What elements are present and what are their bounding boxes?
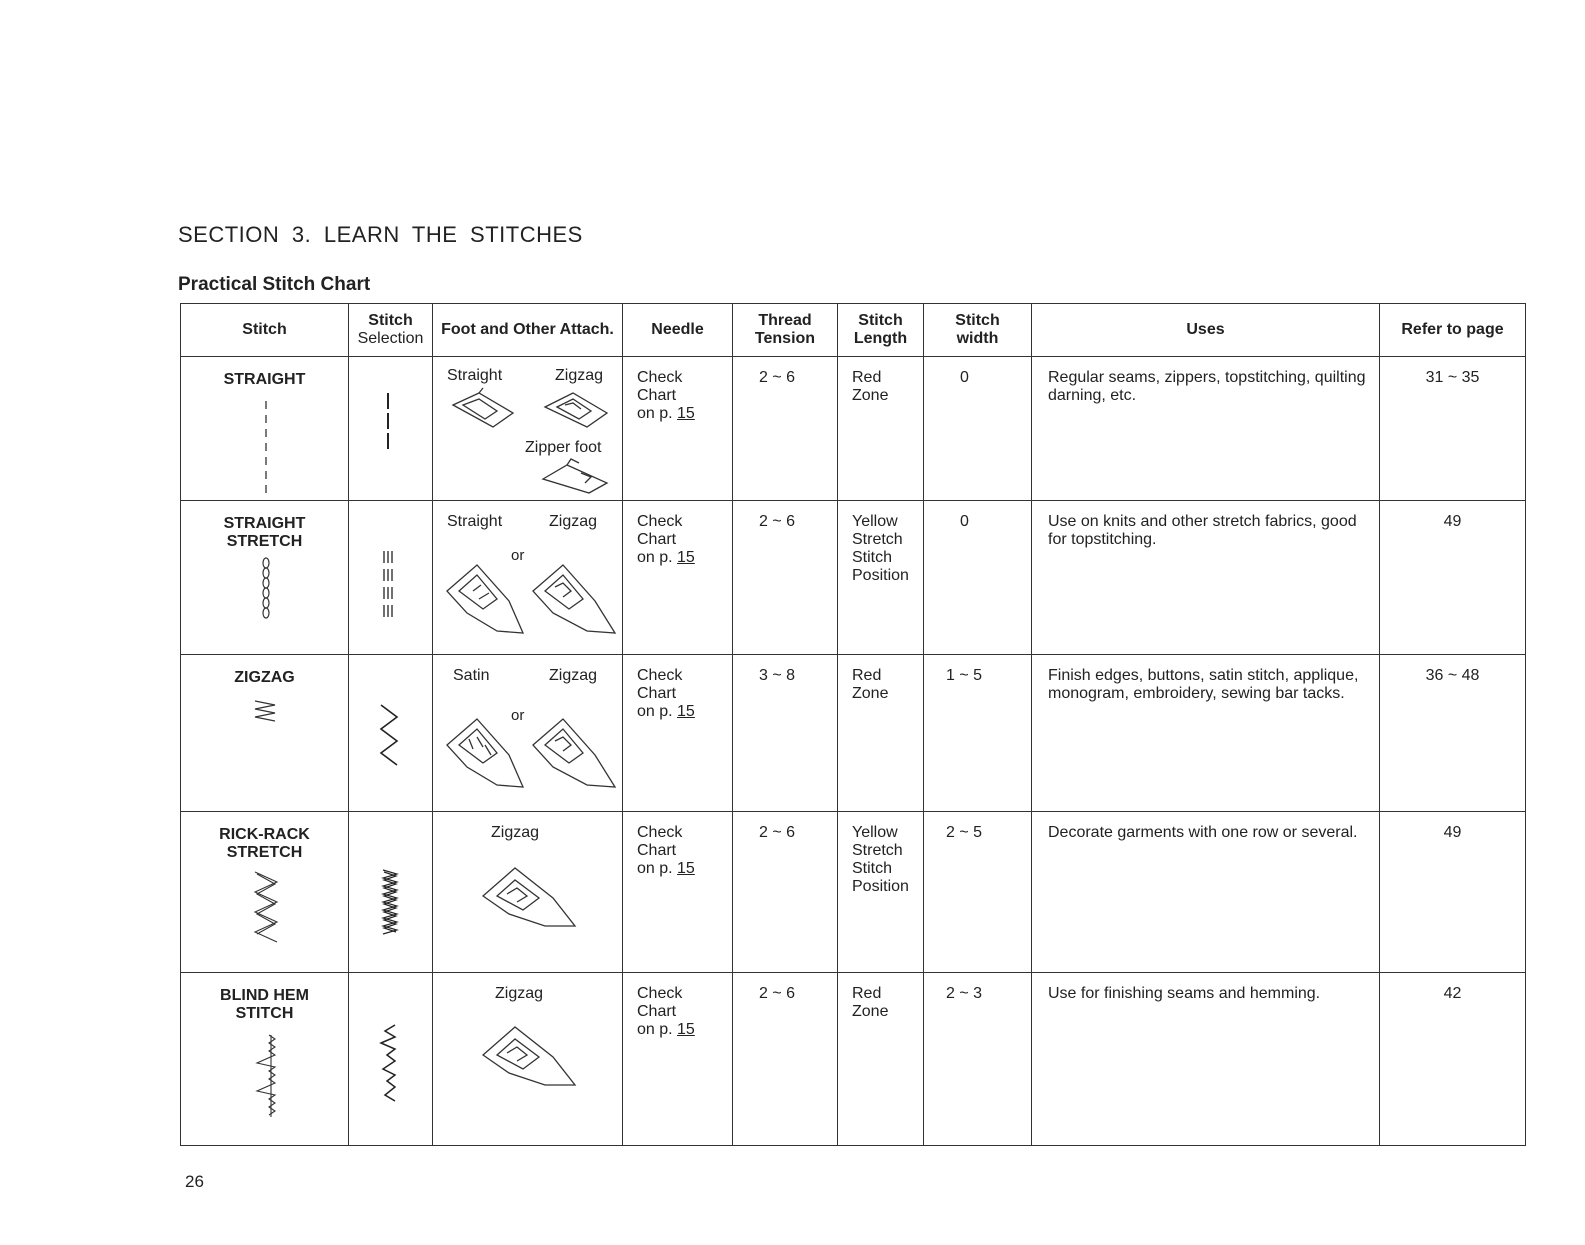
refer-page-cell [1380,655,1526,812]
zigzag-selection-icon [377,703,401,773]
needle-text: Check [637,985,683,1002]
table-row [181,655,1526,812]
uses-cell [1032,812,1380,973]
uses-cell [1032,357,1380,501]
thread-tension-value: 2 ~ 6 [759,824,796,841]
needle-cell [623,501,733,655]
needle-page-ref: 15 [677,703,695,720]
foot-cell [433,973,623,1146]
foot-cell [433,812,623,973]
stitch-length-text: Zone [852,1003,889,1020]
stitch-width-value: 0 [960,369,969,386]
stitch-length-cell [838,812,924,973]
stitch-length-text: Yellow [852,824,898,841]
foot-cell [433,501,623,655]
stitch-name: STRAIGHT STRETCH [223,515,306,550]
stitch-width-cell [924,357,1032,501]
stitch-width-cell [924,655,1032,812]
zigzag-foot-icon [539,387,613,431]
foot-cell [433,357,623,501]
stitch-width-value: 1 ~ 5 [946,667,983,684]
table-row [181,973,1526,1146]
needle-cell [623,812,733,973]
section-title: SECTION 3. LEARN THE STITCHES [178,222,583,247]
needle-page-ref: 15 [677,549,695,566]
stitch-width-cell [924,812,1032,973]
stitch-length-text: Position [852,878,909,895]
needle-page-ref: 15 [677,405,695,422]
straight-stretch-selection-icon [381,549,395,621]
stitch-length-text: Zone [852,685,889,702]
col-header-stitch-length: Stitch Length [838,304,924,357]
needle-text: on p. [637,860,678,877]
col-header-stitch-width: Stitch width [924,304,1032,357]
thread-tension-cell [733,812,838,973]
refer-page-value: 31 ~ 35 [1425,369,1480,386]
col-header-uses: Uses [1032,304,1380,357]
blind-hem-stitch-icon [253,1033,281,1119]
satin-foot-icon [443,715,529,791]
refer-page-cell [1380,357,1526,501]
stitch-cell [181,812,349,973]
needle-text: on p. [637,1021,678,1038]
needle-text: Check [637,667,683,684]
needle-text: Chart [637,531,677,548]
stitch-cell [181,655,349,812]
refer-page-cell [1380,973,1526,1146]
col-header-stitch-selection: Stitch Selection [349,304,433,357]
stitch-cell [181,501,349,655]
col-header-thread-tension: Thread Tension [733,304,838,357]
zigzag-foot-icon [479,1019,579,1093]
stitch-selection-cell [349,501,433,655]
needle-text: Check [637,369,683,386]
refer-page-value: 42 [1443,985,1462,1002]
stitch-width-value: 2 ~ 3 [946,985,983,1002]
stitch-cell [181,357,349,501]
stitch-length-cell [838,655,924,812]
stitch-width-value: 0 [960,513,969,530]
stitch-length-text: Yellow [852,513,898,530]
stitch-selection-cell [349,357,433,501]
refer-page-cell [1380,812,1526,973]
uses-text: Use for finishing seams and hemming. [1048,985,1321,1002]
thread-tension-value: 2 ~ 6 [759,369,796,386]
uses-text: darning, etc. [1048,387,1137,404]
stitch-length-text: Stretch [852,531,903,548]
foot-cell [433,655,623,812]
refer-page-value: 49 [1443,824,1462,841]
stitch-length-text: Stretch [852,842,903,859]
practical-stitch-chart [180,303,1526,1146]
needle-text: Chart [637,1003,677,1020]
foot-label: Satin [453,667,490,684]
stitch-length-text: Red [852,369,882,386]
col-header-refer-page: Refer to page [1380,304,1526,357]
stitch-selection-cell [349,812,433,973]
stitch-width-cell [924,973,1032,1146]
zigzag-stitch-icon [253,699,277,725]
stitch-length-text: Zone [852,387,889,404]
foot-label: Zigzag [495,985,544,1002]
needle-cell [623,655,733,812]
needle-text: Check [637,513,683,530]
thread-tension-value: 2 ~ 6 [759,513,796,530]
or-label: or [511,547,525,564]
needle-text: Chart [637,387,677,404]
thread-tension-cell [733,357,838,501]
thread-tension-value: 2 ~ 6 [759,985,796,1002]
needle-text: Check [637,824,683,841]
straight-foot-icon [449,387,519,431]
thread-tension-value: 3 ~ 8 [759,667,796,684]
stitch-length-text: Stitch [852,549,893,566]
zigzag-foot-icon [529,561,621,637]
needle-page-ref: 15 [677,1021,695,1038]
straight-selection-icon [383,391,393,461]
refer-page-value: 36 ~ 48 [1425,667,1480,684]
uses-cell [1032,655,1380,812]
foot-label: Straight [447,367,503,384]
stitch-width-value: 2 ~ 5 [946,824,983,841]
refer-page-value: 49 [1443,513,1462,530]
straight-stretch-icon [259,557,273,627]
straight-foot-icon [443,561,529,637]
foot-label: Zipper foot [525,439,602,456]
foot-label: Zigzag [549,513,598,530]
table-row [181,501,1526,655]
straight-stitch-icon [257,397,277,497]
table-row [181,812,1526,973]
foot-label: Zigzag [491,824,540,841]
needle-text: on p. [637,703,678,720]
needle-cell [623,357,733,501]
col-header-needle: Needle [623,304,733,357]
stitch-length-cell [838,357,924,501]
rick-rack-selection-icon [381,868,399,938]
stitch-cell [181,973,349,1146]
needle-text: on p. [637,405,678,422]
needle-page-ref: 15 [677,860,695,877]
needle-text: on p. [637,549,678,566]
col-header-stitch: Stitch [181,304,349,357]
needle-text: Chart [637,685,677,702]
uses-text: Use on knits and other stretch fabrics, good [1048,513,1357,530]
foot-label: Zigzag [555,367,604,384]
thread-tension-cell [733,973,838,1146]
stitch-selection-cell [349,655,433,812]
refer-page-cell [1380,501,1526,655]
needle-cell [623,973,733,1146]
stitch-name: ZIGZAG [234,669,295,686]
zipper-foot-icon [537,457,617,497]
stitch-length-cell [838,973,924,1146]
thread-tension-cell [733,655,838,812]
table-row [181,357,1526,501]
zigzag-foot-icon [479,860,579,934]
needle-text: Chart [637,842,677,859]
stitch-length-text: Red [852,667,882,684]
stitch-name: BLIND HEM STITCH [220,987,309,1022]
or-label: or [511,707,525,724]
stitch-width-cell [924,501,1032,655]
uses-text: monogram, embroidery, sewing bar tacks. [1048,685,1345,702]
stitch-name: STRAIGHT [223,371,306,388]
uses-text: Regular seams, zippers, topstitching, quilting [1048,369,1366,386]
foot-label: Straight [447,513,503,530]
uses-text: for topstitching. [1048,531,1157,548]
stitch-length-text: Red [852,985,882,1002]
header-row [181,304,1526,357]
chart-title: Practical Stitch Chart [178,274,371,295]
stitch-length-text: Stitch [852,860,893,877]
col-header-foot: Foot and Other Attach. [433,304,623,357]
zigzag-foot-icon [529,715,621,791]
page-number: 26 [185,1172,204,1191]
stitch-length-text: Position [852,567,909,584]
blind-hem-selection-icon [379,1023,401,1103]
uses-text: Decorate garments with one row or several. [1048,824,1358,841]
uses-cell [1032,973,1380,1146]
rick-rack-stitch-icon [251,870,281,946]
stitch-selection-cell [349,973,433,1146]
uses-cell [1032,501,1380,655]
uses-text: Finish edges, buttons, satin stitch, applique, [1048,667,1359,684]
stitch-length-cell [838,501,924,655]
foot-label: Zigzag [549,667,598,684]
stitch-name: RICK-RACK STRETCH [219,826,310,861]
thread-tension-cell [733,501,838,655]
